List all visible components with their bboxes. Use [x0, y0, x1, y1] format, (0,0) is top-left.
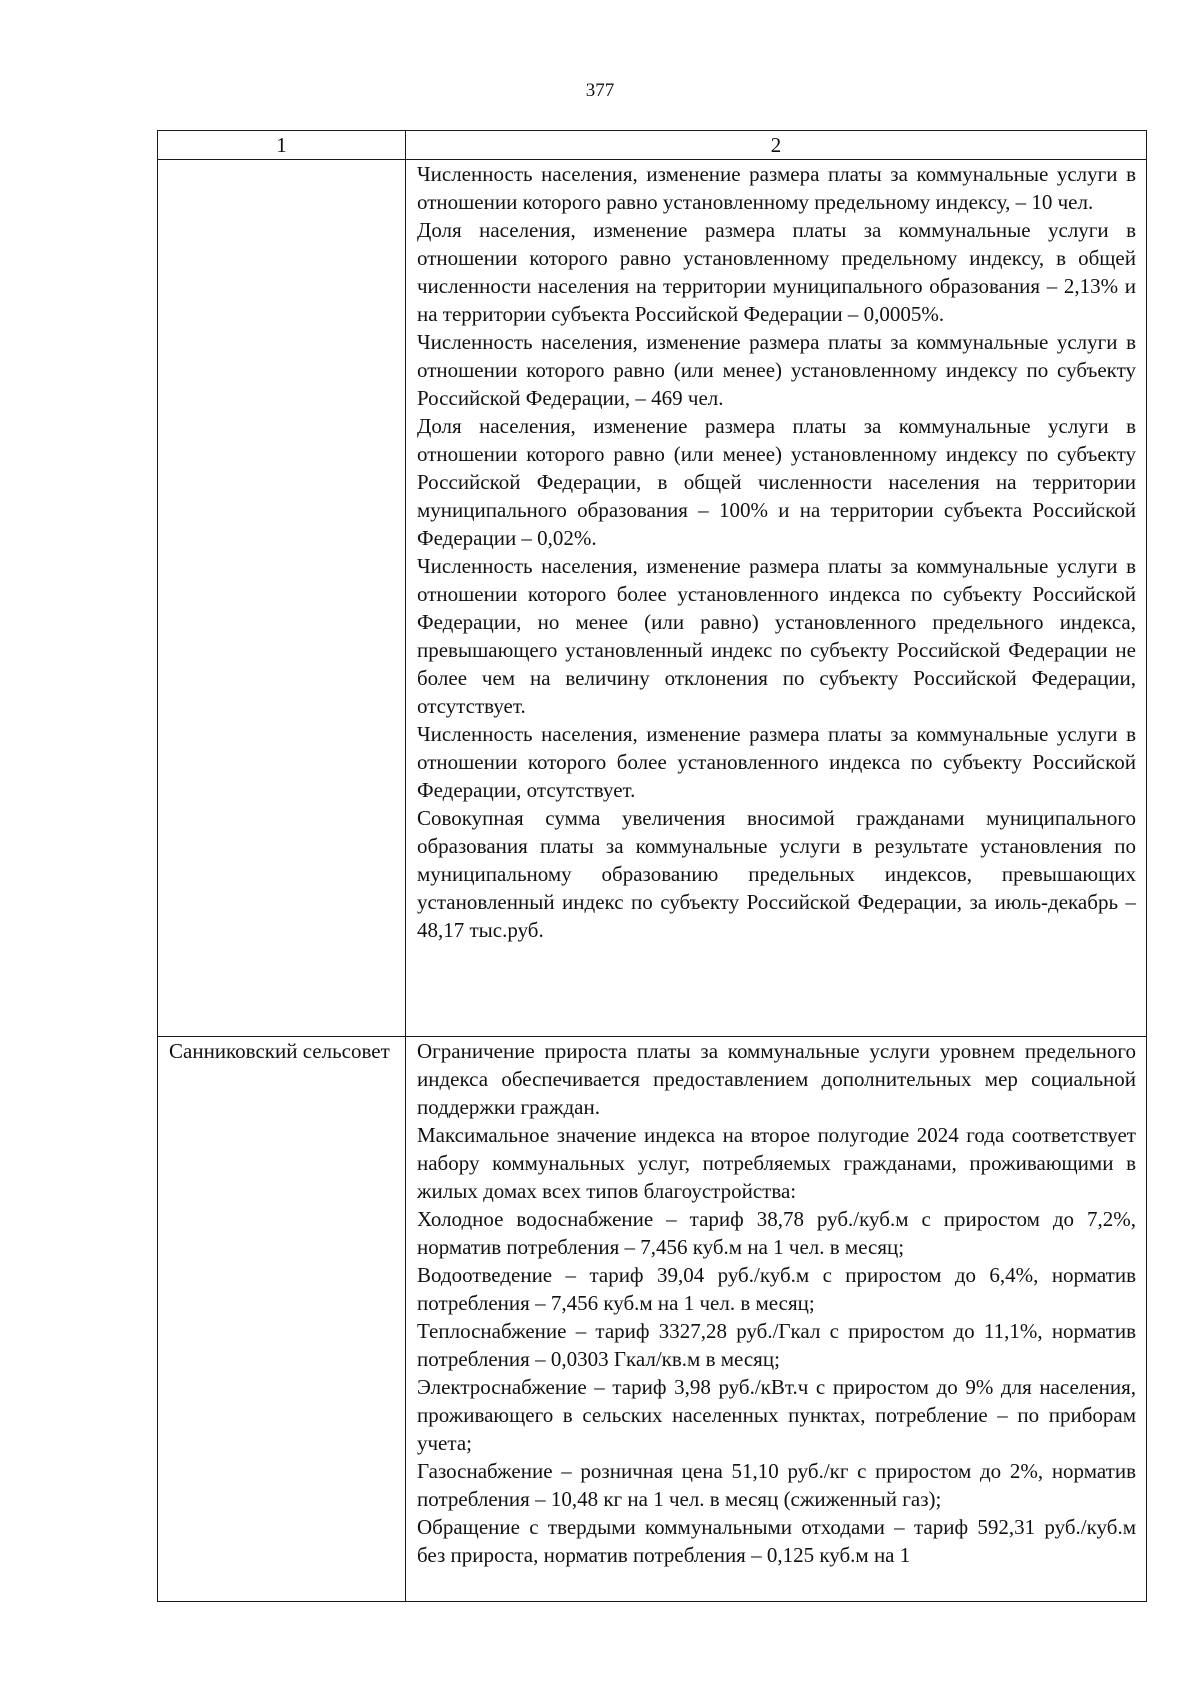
column-header: 2 [406, 131, 1147, 160]
paragraph: Ограничение прироста платы за коммунальные услуги уровнем предельного индекса обеспечивается предоставлением дополнительных мер социальной поддержки граждан. [417, 1039, 1136, 1119]
paragraph: Теплоснабжение – тариф 3327,28 руб./Гкал с приростом до 11,1%, норматив потребления – 0,0303 Гкал/кв.м в месяц; [417, 1319, 1136, 1371]
entity-cell [158, 160, 406, 1037]
paragraph: Численность населения, изменение размера платы за коммунальные услуги в отношении которого равно (или менее) установленному индексу по субъекту Российской Федерации, – 469 чел. [417, 330, 1136, 410]
paragraph: Численность населения, изменение размера платы за коммунальные услуги в отношении которого более установленного индекса по субъекту Российской Федерации, отсутствует. [417, 722, 1136, 802]
table-header-row [158, 131, 1147, 160]
table-row [158, 160, 1147, 1037]
paragraph: Водоотведение – тариф 39,04 руб./куб.м с приростом до 6,4%, норматив потребления – 7,456 куб.м на 1 чел. в месяц; [417, 1263, 1136, 1315]
paragraph: Совокупная сумма увеличения вносимой гражданами муниципального образования платы за коммунальные услуги в результате установления по муниципальному образованию предельных индексов, превышающих установленный индекс по субъекту Российской Федерации, за июль-декабрь – 48,17 тыс.руб. [417, 806, 1136, 942]
description-cell [406, 1037, 1147, 1602]
paragraph: Максимальное значение индекса на второе полугодие 2024 года соответствует набору коммунальных услуг, потребляемых гражданами, проживающими в жилых домах всех типов благоустройства: [417, 1123, 1136, 1203]
paragraph: Электроснабжение – тариф 3,98 руб./кВт.ч с приростом до 9% для населения, проживающего в сельских населенных пунктах, потребление – по приборам учета; [417, 1375, 1136, 1455]
paragraph: Газоснабжение – розничная цена 51,10 руб./кг с приростом до 2%, норматив потребления – 10,48 кг на 1 чел. в месяц (сжиженный газ); [417, 1459, 1136, 1511]
paragraph: Численность населения, изменение размера платы за коммунальные услуги в отношении которого более установленного индекса по субъекту Российской Федерации, но менее (или равно) установленного предельного индекса, превышающего установленный индекс по субъекту Российской Федерации не более чем на величину отклонения по субъекту Российской Федерации, отсутствует. [417, 554, 1136, 718]
column-header: 1 [158, 131, 406, 160]
table-row [158, 1037, 1147, 1602]
description-cell [406, 160, 1147, 1037]
page-number: 377 [585, 80, 615, 101]
paragraph: Доля населения, изменение размера платы за коммунальные услуги в отношении которого равно установленному предельному индексу, в общей численности населения на территории муниципального образования – 2,13% и на территории субъекта Российской Федерации – 0,0005%. [417, 218, 1136, 326]
paragraph: Обращение с твердыми коммунальными отходами – тариф 592,31 руб./куб.м без прироста, норматив потребления – 0,125 куб.м на 1 [417, 1515, 1136, 1567]
data-table [157, 130, 1147, 1602]
paragraph: Доля населения, изменение размера платы за коммунальные услуги в отношении которого равно (или менее) установленному индексу по субъекту Российской Федерации, в общей численности населения на территории муниципального образования – 100% и на территории субъекта Российской Федерации – 0,02%. [417, 414, 1136, 550]
entity-cell: Санниковский сельсовет [158, 1037, 406, 1602]
paragraph: Холодное водоснабжение – тариф 38,78 руб./куб.м с приростом до 7,2%, норматив потребления – 7,456 куб.м на 1 чел. в месяц; [417, 1207, 1136, 1259]
paragraph: Численность населения, изменение размера платы за коммунальные услуги в отношении которого равно установленному предельному индексу, – 10 чел. [417, 162, 1136, 214]
